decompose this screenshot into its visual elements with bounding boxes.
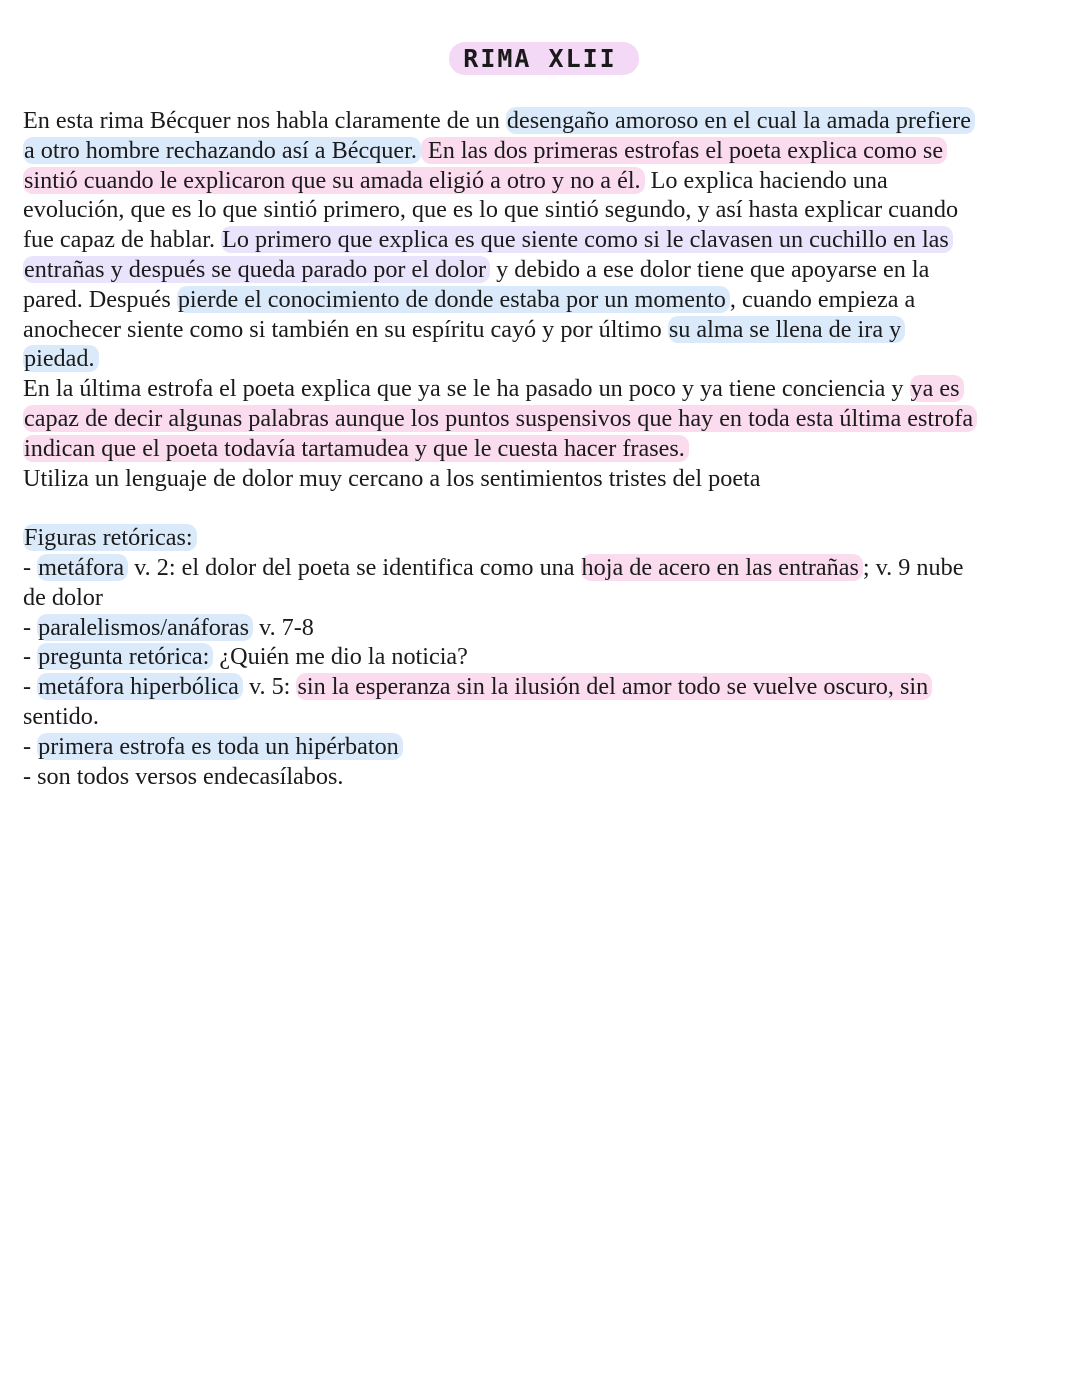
text-span: En la última estrofa el poeta explica que ya se le ha pasado un poco y ya tiene conciencia y xyxy=(23,375,910,403)
text-line xyxy=(23,166,1063,196)
highlight-blue: metáfora hiperbólica xyxy=(37,673,243,700)
text-line xyxy=(23,285,1063,315)
text-span: y debido a ese dolor tiene que apoyarse en la xyxy=(490,255,930,283)
bullet-dash: - xyxy=(23,553,38,581)
text-span: pared. Después xyxy=(23,285,177,313)
highlight-pink: ya es xyxy=(910,375,964,402)
highlight-pink: sin la esperanza sin la ilusión del amor todo se vuelve oscuro, sin xyxy=(296,673,932,700)
paragraph-gap xyxy=(23,493,1063,523)
text-line xyxy=(23,374,1063,404)
highlight-blue: pierde el conocimiento de donde estaba por un momento xyxy=(177,286,730,313)
highlight-lavender: entrañas y después se queda parado por el dolor xyxy=(23,256,490,283)
list-item xyxy=(23,732,1063,762)
text-line xyxy=(23,136,1063,166)
text-line xyxy=(23,106,1063,136)
list-item xyxy=(23,762,1063,792)
bullet-dash: - xyxy=(23,673,38,701)
section-heading: Figuras retóricas: xyxy=(23,524,197,551)
text-span: anochecer siente como si también en su espíritu cayó y por último xyxy=(23,315,668,343)
text-span: fue capaz de hablar. xyxy=(23,226,222,254)
text-span: sentido. xyxy=(23,702,99,730)
text-line xyxy=(23,315,1063,345)
text-span: Utiliza un lenguaje de dolor muy cercano a los sentimientos tristes del poeta xyxy=(23,464,761,492)
page-title: RIMA XLII xyxy=(449,42,638,75)
text-span: ¿Quién me dio la noticia? xyxy=(213,643,468,671)
text-line xyxy=(23,434,1063,464)
bullet-dash: - xyxy=(23,613,38,641)
list-item-continuation xyxy=(23,702,1063,732)
text-line xyxy=(23,225,1063,255)
text-span: v. 7-8 xyxy=(253,613,314,641)
highlight-blue: piedad. xyxy=(23,345,99,372)
highlight-pink: capaz de decir algunas palabras aunque los puntos suspensivos que hay en toda esta última estrofa xyxy=(23,405,977,432)
highlight-pink: indican que el poeta todavía tartamudea y que le cuesta hacer frases. xyxy=(23,435,689,462)
section-heading-line xyxy=(23,523,1063,553)
highlight-blue: a otro hombre rechazando así a Bécquer. xyxy=(23,137,421,164)
list-item-continuation xyxy=(23,583,1063,613)
highlight-pink: En las dos primeras estrofas el poeta explica como se xyxy=(421,137,947,164)
highlight-blue: desengaño amoroso en el cual la amada prefiere xyxy=(506,107,975,134)
text-line xyxy=(23,255,1063,285)
analysis-paragraph-1 xyxy=(23,106,1063,374)
highlight-blue: primera estrofa es toda un hipérbaton xyxy=(37,733,403,760)
text-line xyxy=(23,344,1063,374)
text-span: v. 5: xyxy=(242,673,297,701)
analysis-paragraph-3 xyxy=(23,464,1063,494)
text-span: ; v. 9 nube xyxy=(862,553,964,581)
text-line xyxy=(23,404,1063,434)
text-line xyxy=(23,195,1063,225)
list-item xyxy=(23,642,1063,672)
document-body xyxy=(23,106,1063,791)
text-span: evolución, que es lo que sintió primero, que es lo que sintió segundo, y así hasta explicar cuando xyxy=(23,196,959,224)
highlight-blue: paralelismos/anáforas xyxy=(37,614,253,641)
text-span: , cuando empieza a xyxy=(729,285,916,313)
list-item xyxy=(23,672,1063,702)
analysis-paragraph-2 xyxy=(23,374,1063,463)
text-span: - son todos versos endecasílabos. xyxy=(23,762,344,790)
rhetorical-figures-section xyxy=(23,523,1063,791)
bullet-dash: - xyxy=(23,732,38,760)
title-block xyxy=(0,42,1080,75)
highlight-pink: sintió cuando le explicaron que su amada eligió a otro y no a él. xyxy=(23,167,645,194)
highlight-lavender: Lo primero que explica es que siente como si le clavasen un cuchillo en las xyxy=(221,226,953,253)
list-item xyxy=(23,613,1063,643)
text-span: de dolor xyxy=(23,583,103,611)
bullet-dash: - xyxy=(23,643,38,671)
highlight-pink: hoja de acero en las entrañas xyxy=(581,554,863,581)
text-span: Lo explica haciendo una xyxy=(644,166,888,194)
text-span: v. 2: el dolor del poeta se identifica como una xyxy=(128,553,581,581)
text-span: En esta rima Bécquer nos habla claramente de un xyxy=(23,107,506,134)
list-item xyxy=(23,553,1063,583)
highlight-blue: metáfora xyxy=(37,554,128,581)
highlight-blue: su alma se llena de ira y xyxy=(668,316,905,343)
highlight-blue: pregunta retórica: xyxy=(37,643,213,670)
